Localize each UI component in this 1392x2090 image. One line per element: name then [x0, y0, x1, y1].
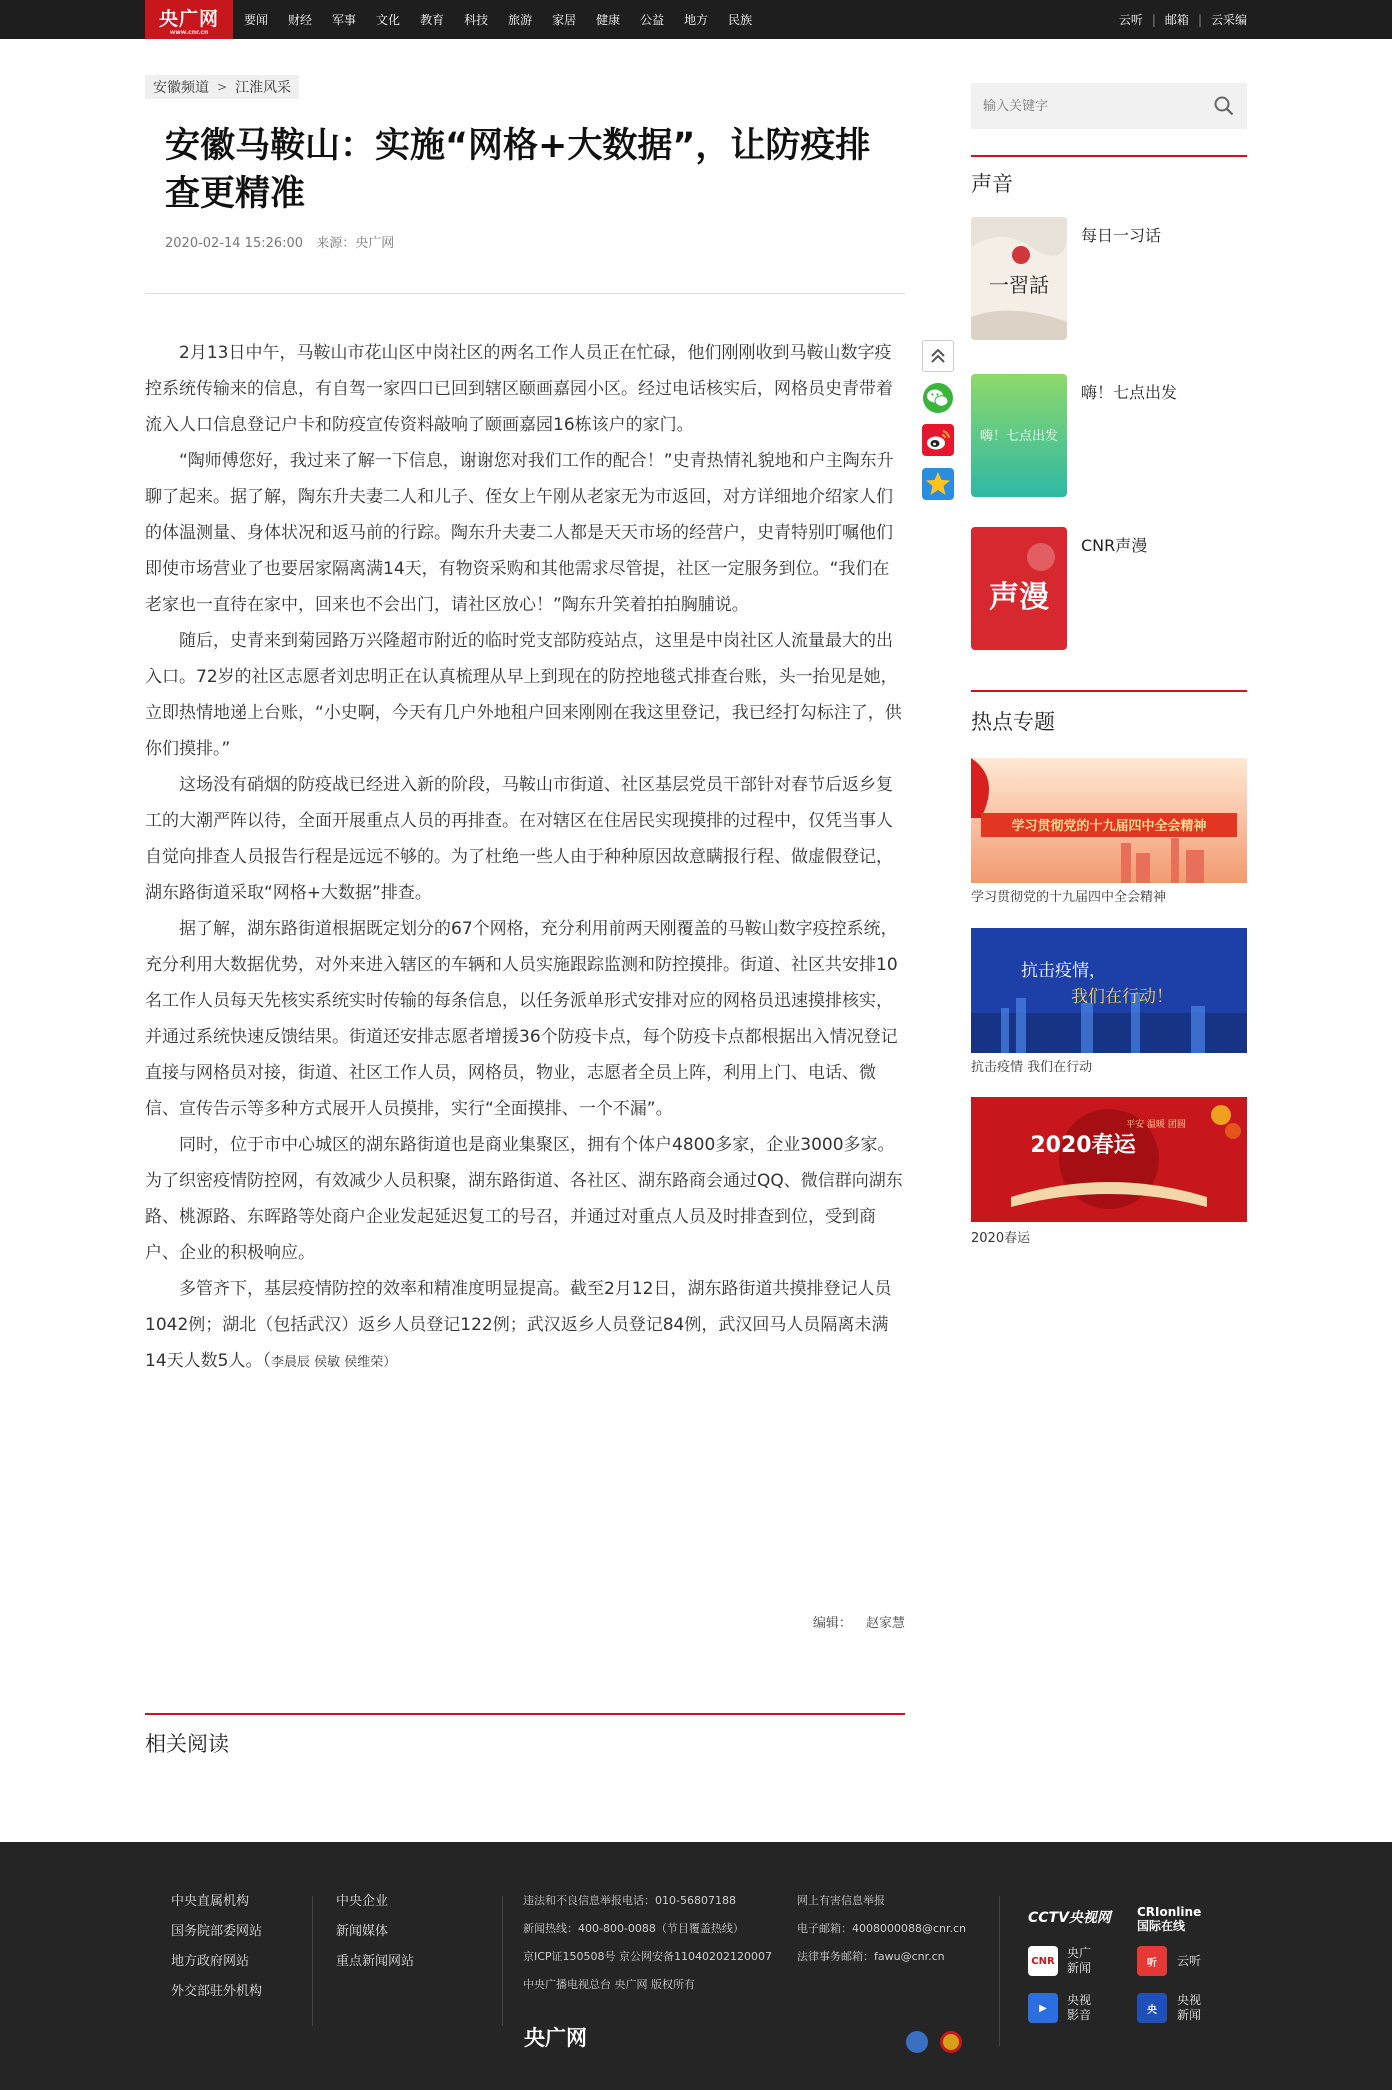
voice-thumb-text: 声漫: [989, 580, 1049, 615]
footer-link[interactable]: 外交部驻外机构: [171, 1984, 263, 1999]
voice-section-title: 声音: [971, 172, 1013, 196]
divider: [999, 1896, 1000, 2046]
search-input[interactable]: [983, 94, 1203, 118]
weibo-share-icon[interactable]: [922, 424, 954, 456]
nav-item[interactable]: 军事: [332, 13, 357, 27]
yunting-icon[interactable]: 听: [1137, 1946, 1167, 1976]
article-paragraph: 据了解，湖东路街道根据既定划分的67个网格，充分利用前两天刚覆盖的马鞍山数字疫控系统，充分利用大数据优势，对外来进入辖区的车辆和人员实施跟踪监测和防控摸排。街道、社区共安排10名工作人员每天先核实系统实时传输的每条信息，以任务派单形式安排对应的网格员迅速摸排核实，并通过系统快速反馈结果。街道还安排志愿者增援36个防疫卡点，每个防疫卡点都根据出入情况登记直接与网格员对接，街道、社区工作人员，网格员，物业，志愿者全员上阵，利用上门、电话、微信、宣传告示等多种方式展开人员摸排，实行“全面摸排、一个不漏”。: [145, 919, 898, 1119]
link-mail[interactable]: 邮箱: [1164, 13, 1189, 27]
top-bar: [0, 0, 1392, 39]
partner-label[interactable]: 云听: [1177, 1954, 1202, 1968]
article-paragraph: 这场没有硝烟的防疫战已经进入新的阶段，马鞍山市街道、社区基层党员干部针对春节后返乡复工的大潮严阵以待，全面开展重点人员的再排查。在对辖区在住居民实现摸排的过程中，仅凭当事人自觉向排查人员报告行程是远远不够的。为了杜绝一些人由于种种原因故意瞒报行程、做虚假登记，湖东路街道采取“网格+大数据”排查。: [145, 775, 893, 903]
footer-link[interactable]: 重点新闻网站: [336, 1954, 415, 1969]
footer-info: 电子邮箱：4008000088@cnr.cn: [797, 1922, 967, 1935]
credit-open: （: [262, 1351, 271, 1371]
footer-info: 中央广播电视总台 央广网 版权所有: [523, 1978, 695, 1991]
footer-link[interactable]: 地方政府网站: [171, 1954, 250, 1969]
nav-item[interactable]: 财经: [288, 13, 313, 27]
topic-banner-fourth-plenum[interactable]: [971, 758, 1247, 883]
top-links: [1119, 0, 1247, 39]
footer: [0, 1842, 1392, 2090]
link-yuncaibian[interactable]: 云采编: [1210, 13, 1247, 27]
footer-link[interactable]: 中央直属机构: [171, 1894, 250, 1909]
topic-banner-text: 2020春运: [1030, 1133, 1136, 1158]
footer-info: 新闻热线：400-800-0088（节目覆盖热线）: [523, 1922, 744, 1935]
nav-item[interactable]: 科技: [464, 13, 489, 27]
voice-thumb-text: 一習話: [989, 273, 1049, 297]
back-to-top-icon[interactable]: [922, 340, 954, 372]
article-title: 安徽马鞍山：实施“网格+大数据”，让防疫排查更精准: [165, 126, 871, 214]
logo-subtext: www.cnr.cn: [169, 29, 209, 36]
nav-item[interactable]: 地方: [684, 13, 709, 27]
nav-item[interactable]: 健康: [596, 13, 621, 27]
editor-name: 赵家慧: [865, 1616, 905, 1631]
article-source: 来源：央广网: [316, 236, 395, 251]
emblem-icon[interactable]: [940, 2031, 962, 2053]
footer-info: 法律事务邮箱：fawu@cnr.cn: [797, 1950, 945, 1963]
footer-info-col3: [523, 1887, 772, 1999]
divider: |: [1197, 12, 1202, 27]
main-nav: [244, 0, 772, 39]
cctv-logo[interactable]: CCTV央视网: [1028, 1910, 1111, 1926]
article-editor: [145, 1612, 905, 1631]
article-paragraph: 随后，史青来到菊园路万兴隆超市附近的临时党支部防疫站点，这里是中岗社区人流量最大的出入口。72岁的社区志愿者刘忠明正在认真梳理从早上到现在的防控地毯式排查台账，头一抬见是她，立即热情地递上台账，“小史啊，今天有几户外地租户回来刚刚在我这里登记，我已经打勾标注了，供你们摸排。”: [145, 631, 902, 759]
divider: [145, 293, 905, 294]
topic-banner-spring-festival[interactable]: [971, 1097, 1247, 1222]
related-reading-title: 相关阅读: [145, 1732, 229, 1756]
article-meta: [165, 232, 394, 251]
voice-thumb-text: 嗨！七点出发: [979, 429, 1059, 444]
cri-logo[interactable]: CRIonline 国际在线: [1137, 1905, 1202, 1933]
topic-caption[interactable]: 学习贯彻党的十九届四中全会精神: [971, 890, 1167, 905]
police-badge-icon[interactable]: [906, 2031, 928, 2053]
cnr-logo[interactable]: [145, 0, 233, 39]
topic-caption[interactable]: 抗击疫情 我们在行动: [971, 1060, 1093, 1075]
search-icon[interactable]: [1214, 96, 1234, 116]
nav-item[interactable]: 旅游: [508, 13, 533, 27]
voice-item-label[interactable]: 嗨！七点出发: [1081, 383, 1178, 402]
topic-banner-fight-epidemic[interactable]: [971, 928, 1247, 1053]
divider: |: [1151, 12, 1156, 27]
footer-links-col1: [171, 1887, 262, 2007]
topic-banner-text: 抗击疫情，: [1021, 961, 1106, 981]
topic-caption[interactable]: 2020春运: [971, 1231, 1031, 1246]
article-paragraph: 2月13日中午，马鞍山市花山区中岗社区的两名工作人员正在忙碌，他们刚刚收到马鞍山数字疫控系统传输来的信息，有自驾一家四口已回到辖区颐画嘉园小区。经过电话核实后，网格员史青带着流入人口信息登记户卡和防疫宣传资料敲响了颐画嘉园16栋该户的家门。: [145, 343, 893, 435]
partner-label[interactable]: 央视新闻: [1177, 1993, 1202, 2022]
cnr-news-icon[interactable]: CNR: [1028, 1946, 1058, 1976]
article-paragraph-last: [145, 1271, 905, 1381]
topic-banner-sub: 平安 温暖 团圆: [1126, 1120, 1186, 1130]
article-date: 2020-02-14 15:26:00: [165, 236, 304, 251]
breadcrumb-channel[interactable]: 安徽频道: [153, 80, 209, 96]
voice-thumb-daily[interactable]: [971, 217, 1067, 340]
divider: [971, 155, 1247, 157]
logo-text: 央广网: [158, 8, 219, 30]
partner-label[interactable]: 央广新闻: [1067, 1946, 1092, 1975]
footer-link[interactable]: 新闻媒体: [336, 1924, 389, 1939]
topic-banner-text: 学习贯彻党的十九届四中全会精神: [1011, 819, 1207, 834]
footer-link[interactable]: 国务院部委网站: [171, 1924, 263, 1939]
footer-info: 违法和不良信息举报电话：010-56807188: [523, 1894, 736, 1907]
nav-item[interactable]: 教育: [420, 13, 445, 27]
divider: [312, 1896, 313, 2026]
breadcrumb-section[interactable]: 江淮风采: [235, 80, 292, 96]
article-body: [145, 335, 905, 1381]
footer-logo[interactable]: 央广网: [524, 2026, 587, 2050]
topics-section-title: 热点专题: [971, 710, 1055, 734]
footer-info[interactable]: 京ICP证150508号 京公网安备11040202120007: [523, 1950, 773, 1963]
footer-info[interactable]: 网上有害信息举报: [797, 1894, 885, 1907]
nav-item[interactable]: 要闻: [244, 13, 269, 27]
divider: [145, 1713, 905, 1715]
qzone-share-icon[interactable]: [922, 468, 954, 500]
footer-links-col2: [336, 1887, 414, 1977]
topic-banner-text: 我们在行动！: [1071, 987, 1173, 1007]
breadcrumb-separator: >: [217, 80, 228, 94]
editor-label: 编辑：: [812, 1616, 852, 1631]
article-credit: 李晨辰 侯敏 侯维荣）: [270, 1355, 397, 1370]
search-box: [971, 83, 1247, 129]
nav-item[interactable]: 民族: [728, 13, 753, 27]
divider: [502, 1896, 503, 2026]
article-paragraph: “陶师傅您好，我过来了解一下信息，谢谢您对我们工作的配合！”史青热情礼貌地和户主陶东升聊了起来。据了解，陶东升夫妻二人和儿子、侄女上午刚从老家无为市返回，对方详细地介绍家人们的体温测量、身体状况和返马前的行踪。陶东升夫妻二人都是天天市场的经营户，史青特别叮嘱他们即使市场营业了也要居家隔离满14天，有物资采购和其他需求尽管提，社区一定服务到位。“我们在老家也一直待在家中，回来也不会出门，请社区放心！”陶东升笑着拍拍胸脯说。: [145, 451, 894, 615]
divider: [971, 690, 1247, 692]
partner-label[interactable]: 央视影音: [1067, 1993, 1092, 2022]
article-paragraph: 多管齐下，基层疫情防控的效率和精准度明显提高。截至2月12日，湖东路街道共摸排登记人员1042例；湖北（包括武汉）返乡人员登记122例；武汉返乡人员登记84例，武汉回马人员隔离未满14天人数5人。: [145, 1279, 892, 1371]
link-yunting[interactable]: 云听: [1118, 13, 1143, 27]
article-paragraph: 同时，位于市中心城区的湖东路街道也是商业集聚区，拥有个体户4800多家，企业3000多家。为了织密疫情防控网，有效减少人员积聚，湖东路街道、各社区、湖东路商会通过QQ、微信群向湖东路、桃源路、东晖路等处商户企业发起延迟复工的号召，并通过对重点人员及时排查到位，受到商户、企业的积极响应。: [145, 1135, 903, 1263]
wechat-share-icon[interactable]: [922, 382, 954, 414]
voice-item-label[interactable]: 每日一习话: [1081, 226, 1162, 245]
nav-item[interactable]: 文化: [376, 13, 401, 27]
nav-item[interactable]: 公益: [640, 13, 665, 27]
footer-link[interactable]: 中央企业: [336, 1894, 389, 1909]
voice-thumb-seven[interactable]: [971, 374, 1067, 497]
voice-item-label[interactable]: CNR声漫: [1081, 536, 1148, 555]
nav-item[interactable]: 家居: [552, 13, 577, 27]
voice-thumb-cnr[interactable]: [971, 527, 1067, 650]
breadcrumb: [145, 75, 299, 99]
footer-info-col4: [797, 1887, 966, 1971]
cctv-video-icon[interactable]: ▶: [1028, 1993, 1058, 2023]
cctv-news-icon[interactable]: 央: [1137, 1993, 1167, 2023]
